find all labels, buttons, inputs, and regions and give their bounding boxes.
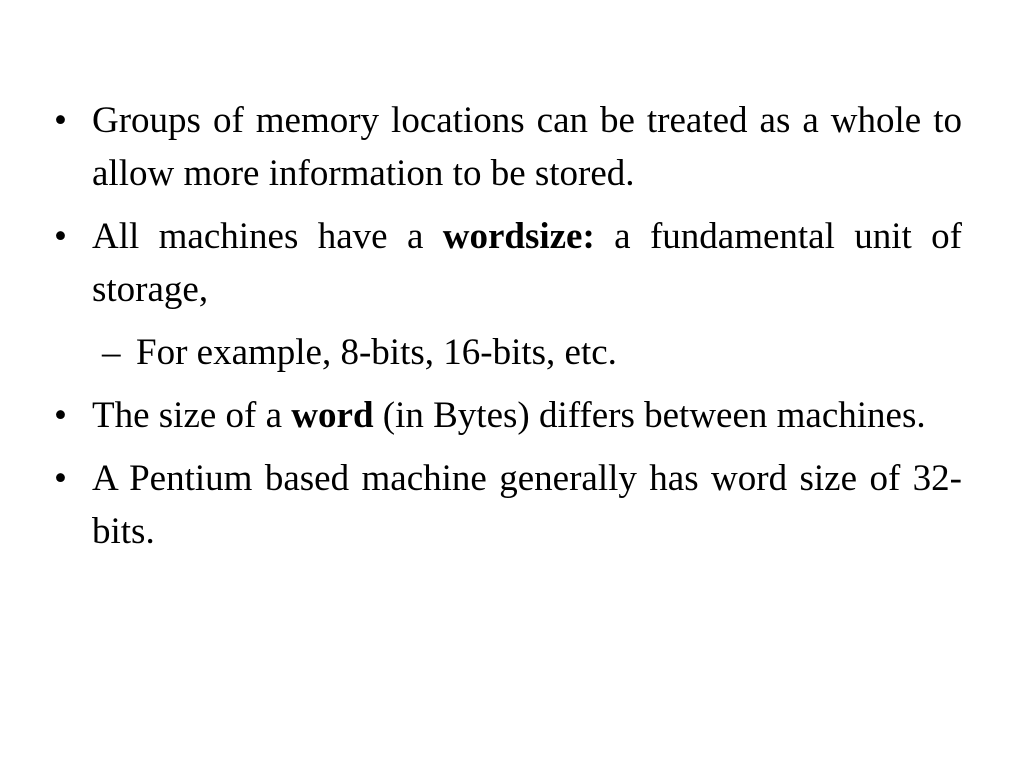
bullet-text: Groups of memory locations can be treated as a whole to allow more information to be stored. [92,100,962,194]
bullet-marker: • [54,458,67,499]
bullet-item-memory-groups [54,94,962,200]
bullet-marker: • [54,395,67,436]
bullet-item-wordsize [54,210,962,316]
bullet-marker: • [54,100,67,141]
bullet-text-after: a fundamental unit of storage, [92,216,962,310]
bullet-term-wordsize: wordsize: [442,216,595,257]
sub-bullet-text: For example, 8-bits, 16-bits, etc. [136,332,617,373]
bullet-text-after: (in Bytes) differs between machines. [373,395,926,436]
sub-bullet-item-example [54,326,962,379]
sub-bullet-marker: – [102,332,121,373]
bullet-item-word-size [54,389,962,442]
bullet-text-before: The size of a [92,395,292,436]
bullet-item-pentium [54,452,962,558]
bullet-term-word: word [291,395,374,436]
bullet-text-before: All machines have a [92,216,443,257]
bullet-marker: • [54,216,67,257]
bullet-text: A Pentium based machine generally has word size of 32-bits. [92,458,962,552]
slide-body [54,94,962,568]
